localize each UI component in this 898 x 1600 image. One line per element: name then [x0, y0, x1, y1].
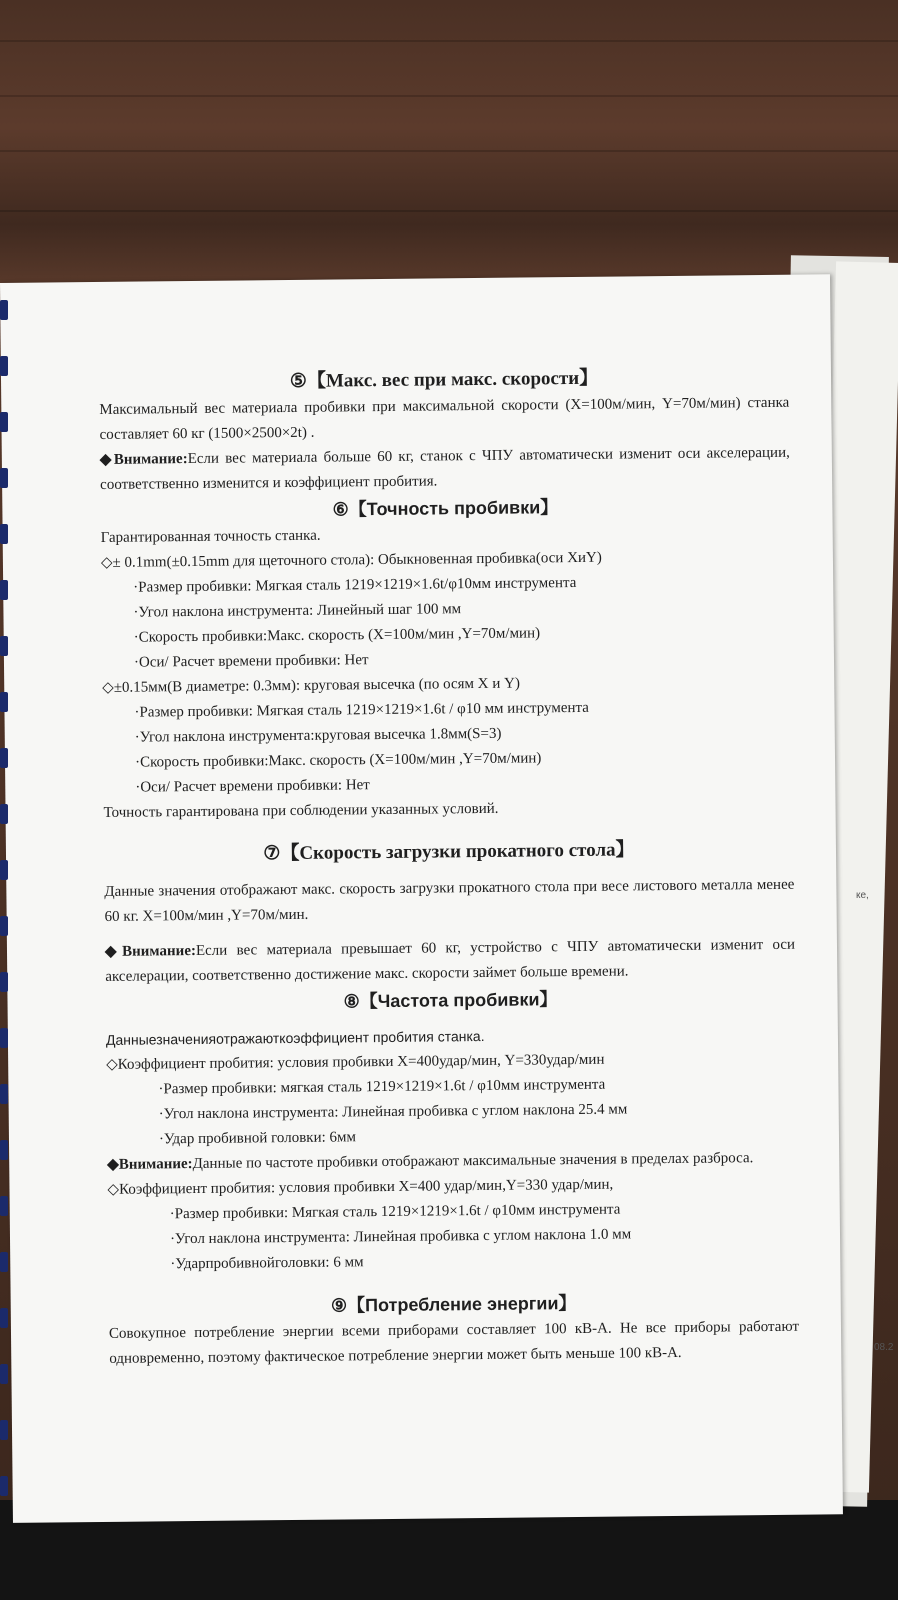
list-item: ·Угол наклона инструмента: Линейный шаг 100 мм [133, 601, 462, 621]
note-text: Данные по частоте пробивки отображают максимальные значения в пределах разброса. [192, 1150, 754, 1173]
paragraph: Максимальный вес материала пробивки при максимальной скорости (X=100м/мин, Y=70м/мин) станка составляет 60 кг (1500×2500×2t) . [99, 394, 790, 443]
paragraph: Данные значения отображают макс. скорость загрузки прокатного стола при весе листового металла менее 60 кг. X=100м/мин ,Y=70м/мин. [104, 876, 795, 925]
spiral-binding [0, 300, 12, 1530]
group-head: ◇Коэффициент пробития: условия пробивки X=400 удар/мин,Y=330 удар/мин, [107, 1176, 614, 1198]
section-title: ⑥【Точность пробивки】 [332, 497, 559, 520]
note [100, 441, 790, 498]
section-title: ⑧【Частота пробивки】 [343, 989, 558, 1012]
note-label: ◆Внимание: [99, 451, 188, 468]
list-item: ·Угол наклона инструмента: Линейная пробивка с углом наклона 25.4 мм [158, 1101, 628, 1123]
paragraph: Гарантированная точность станка. [100, 527, 321, 546]
list-item: ·Скорость пробивки:Макс. скорость (X=100м/мин ,Y=70м/мин) [134, 750, 542, 771]
group-head: ◇Коэффициент пробития: условия пробивки X=400удар/мин, Y=330удар/мин [106, 1051, 605, 1073]
list-item: ·Скорость пробивки:Макс. скорость (X=100м/мин ,Y=70м/мин) [133, 625, 541, 646]
list-item: ·Удар пробивной головки: 6мм [158, 1129, 357, 1148]
list-item: ·Размер пробивки: Мягкая сталь 1219×1219×1.6t/φ10мм инструмента [133, 574, 577, 596]
note-text: Если вес материала превышает 60 кг, устройство с ЧПУ автоматически изменит оси акселерации, соответственно достижение макс. скорости займет больше времени. [105, 936, 796, 985]
list-item: ·Размер пробивки: Мягкая сталь 1219×1219×1.6t / φ10 мм инструмента [134, 699, 589, 721]
section-title: ⑨【Потребление энергии】 [330, 1293, 577, 1316]
list-item: ·Оси/ Расчет времени пробивки: Нет [133, 652, 369, 671]
list-item: ·Угол наклона инструмента: Линейная пробивка с углом наклона 1.0 мм [169, 1226, 632, 1248]
edge-fragment: ке, [856, 890, 869, 901]
document-page [0, 274, 843, 1523]
group-head: ◇±0.15мм(В диаметре: 0.3мм): круговая высечка (по осям X и Y) [102, 675, 520, 696]
note-text: Если вес материала больше 60 кг, станок с ЧПУ автоматически изменит оси акселерации, соответственно изменится и коэффициент пробития. [100, 444, 790, 493]
list-item: ·Размер пробивки: мягкая сталь 1219×1219×1.6t / φ10мм инструмента [158, 1076, 606, 1098]
paragraph: Данныезначенияотражаюткоэффициент пробития станка. [105, 1027, 485, 1048]
note-label: ◆Внимание: [104, 942, 197, 960]
list-item: ·Ударпробивнойголовки: 6 мм [170, 1254, 364, 1273]
note [105, 933, 795, 990]
page-content [99, 363, 799, 1372]
section-title: ⑦【Скорость загрузки прокатного стола】 [263, 839, 635, 865]
list-item: ·Размер пробивки: Мягкая сталь 1219×1219×1.6t / φ10мм инструмента [169, 1201, 621, 1223]
paragraph: Совокупное потребление энергии всеми приборами составляет 100 кВ-А. Не все приборы работают одновременно, поэтому фактическое потребление энергии может быть меньше 100 кВ-А. [108, 1318, 800, 1367]
list-item: ·Оси/ Расчет времени пробивки: Нет [135, 777, 370, 796]
section-title: ⑤【Макс. вес при макс. скорости】 [289, 367, 599, 392]
list-item: ·Угол наклона инструмента:круговая высечка 1.8мм(S=3) [134, 725, 502, 746]
note-label: ◆Внимание: [107, 1156, 193, 1173]
group-head: ◇± 0.1mm(±0.15mm для щеточного стола): Обыкновенная пробивка(оси XиY) [100, 549, 602, 571]
paragraph: Точность гарантирована при соблюдении указанных условий. [103, 800, 499, 821]
edge-fragment: 08.2 [874, 1342, 894, 1353]
